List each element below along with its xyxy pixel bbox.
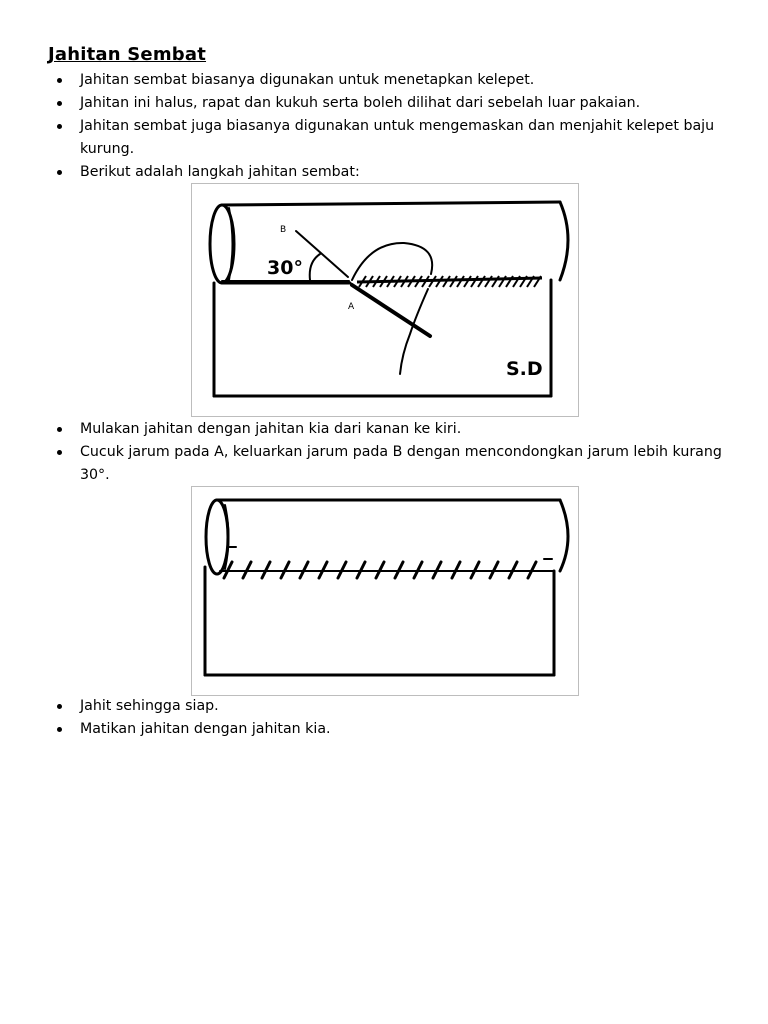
page-title: Jahitan Sembat xyxy=(48,44,207,65)
list-item: Mulakan jahitan dengan jahitan kia dari kanan ke kiri. xyxy=(56,418,736,441)
stitch-mark xyxy=(485,276,492,287)
finish-bullet-list xyxy=(56,695,736,741)
stitch-mark xyxy=(471,276,478,287)
stitch-angle-drawing xyxy=(192,184,580,418)
list-item: Jahit sehingga siap. xyxy=(56,695,736,718)
angle-label: 30° xyxy=(267,257,303,279)
list-item: Jahitan sembat juga biasanya digunakan untuk mengemaskan dan menjahit kelepet baju kurung. xyxy=(56,115,736,161)
intro-bullet-list xyxy=(56,69,736,184)
side-label: S.D xyxy=(506,358,543,380)
list-item: Matikan jahitan dengan jahitan kia. xyxy=(56,718,736,741)
list-item: Cucuk jarum pada A, keluarkan jarum pada B dengan mencondongkan jarum lebih kurang 30°. xyxy=(56,441,736,487)
list-item: Jahitan sembat biasanya digunakan untuk menetapkan kelepet. xyxy=(56,69,736,92)
stitch-mark xyxy=(478,276,485,287)
point-a-label: A xyxy=(348,302,355,312)
point-b-label: B xyxy=(280,225,287,235)
stitch-mark xyxy=(464,276,471,287)
stitch-mark xyxy=(450,276,457,287)
stitch-diagram-finished xyxy=(191,486,579,696)
stitch-diagram-angle xyxy=(191,183,579,417)
list-item: Jahitan ini halus, rapat dan kukuh serta boleh dilihat dari sebelah luar pakaian. xyxy=(56,92,736,115)
steps-bullet-list xyxy=(56,418,736,487)
stitch-finished-drawing xyxy=(192,487,580,697)
stitch-mark xyxy=(457,276,464,287)
list-item: Berikut adalah langkah jahitan sembat: xyxy=(56,161,736,184)
